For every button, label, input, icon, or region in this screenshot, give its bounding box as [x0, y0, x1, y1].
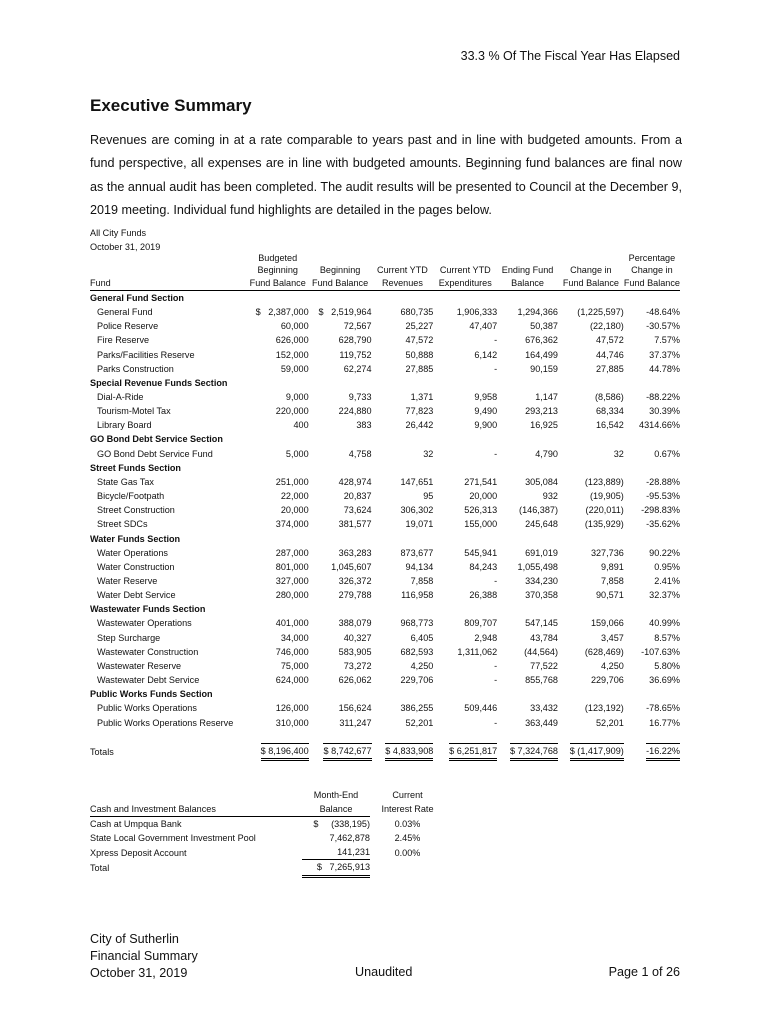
- fund-name: Wastewater Reserve: [97, 660, 182, 671]
- cash-total-row: [90, 860, 445, 876]
- ytd-revenues: 4,250: [410, 660, 434, 671]
- ytd-expenditures: 545,941: [464, 547, 498, 558]
- ending-balance: (146,387): [519, 505, 558, 516]
- budgeted-balance: 626,000: [275, 335, 309, 346]
- ytd-revenues: 25,227: [405, 321, 434, 332]
- change-in-balance: 68,334: [595, 406, 624, 417]
- fund-name: Water Reserve: [97, 576, 158, 587]
- ytd-revenues: 147,651: [400, 476, 434, 487]
- col-revenues-1: Current YTD: [377, 265, 428, 276]
- budgeted-balance: 624,000: [275, 675, 309, 686]
- table-row: [90, 616, 680, 630]
- beginning-balance: 4,758: [348, 448, 372, 459]
- beginning-balance: 156,624: [338, 703, 372, 714]
- budgeted-balance: 310,000: [275, 717, 309, 728]
- cash-row-label: State Local Government Investment Pool: [90, 833, 256, 844]
- ytd-expenditures: 20,000: [469, 491, 498, 502]
- ytd-revenues: 27,885: [405, 363, 434, 374]
- cash-col-balance-1: Month-End: [313, 790, 359, 800]
- beginning-balance: $ 2,519,964: [318, 307, 372, 318]
- section-title: Special Revenue Funds Section: [90, 377, 228, 388]
- intro-paragraph: Revenues are coming in at a rate comparable to years past and in line with budgeted amounts. From a fund perspective, all expenses are in line with budgeted amounts. Beginning fund balances are final now as the annual audit has been completed. The audit results will be presented to Council at the December 9, 2019 meeting. Individual fund highlights are detailed in the pages below.: [90, 133, 682, 217]
- percent-change: 36.69%: [649, 675, 680, 686]
- ytd-expenditures: 9,900: [474, 420, 498, 431]
- ending-balance: 855,768: [525, 675, 558, 686]
- total-ending: $ 7,324,768: [510, 743, 558, 761]
- budgeted-balance: 374,000: [275, 519, 309, 530]
- budgeted-balance: 34,000: [280, 632, 309, 643]
- beginning-balance: 363,283: [338, 547, 372, 558]
- ending-balance: 293,213: [525, 406, 558, 417]
- change-in-balance: 327,736: [590, 547, 624, 558]
- section-header: [90, 432, 680, 446]
- fund-name: Water Debt Service: [97, 590, 176, 601]
- change-in-balance: (123,889): [584, 476, 624, 487]
- ytd-expenditures: -: [494, 335, 498, 346]
- change-in-balance: (22,180): [589, 321, 624, 332]
- ytd-revenues: 7,858: [410, 576, 434, 587]
- ending-balance: 370,358: [525, 590, 558, 601]
- fund-name: Wastewater Construction: [97, 646, 199, 657]
- table-row: [90, 305, 680, 319]
- section-header: [90, 687, 680, 701]
- beginning-balance: 626,062: [338, 675, 372, 686]
- fund-name: Library Board: [97, 420, 152, 431]
- fund-name: Street SDCs: [97, 519, 148, 530]
- ending-balance: 363,449: [525, 717, 558, 728]
- col-budgeted-3: Fund Balance: [247, 277, 309, 291]
- ending-balance: 1,147: [535, 391, 558, 402]
- col-pct-2: Change in: [631, 265, 673, 276]
- fund-name: Public Works Operations: [97, 703, 197, 714]
- beginning-balance: 224,880: [338, 406, 372, 417]
- beginning-balance: 583,905: [338, 646, 372, 657]
- fund-name: Water Operations: [97, 547, 168, 558]
- percent-change: 2.41%: [654, 576, 680, 587]
- cash-row-rate: 0.00%: [394, 847, 421, 858]
- section-header: [90, 602, 680, 616]
- footer-report: Financial Summary: [90, 949, 198, 964]
- ytd-expenditures: 2,948: [474, 632, 498, 643]
- ending-balance: 164,499: [525, 349, 558, 360]
- section-title: GO Bond Debt Service Section: [90, 434, 223, 445]
- ytd-revenues: 19,071: [405, 519, 434, 530]
- ytd-expenditures: -: [494, 675, 498, 686]
- section-header: [90, 461, 680, 475]
- ytd-expenditures: -: [494, 363, 498, 374]
- beginning-balance: 279,788: [338, 590, 372, 601]
- beginning-balance: 381,577: [338, 519, 372, 530]
- change-in-balance: 27,885: [595, 363, 624, 374]
- section-title: General Fund Section: [90, 292, 184, 303]
- fund-name: General Fund: [97, 307, 153, 318]
- change-in-balance: 7,858: [601, 576, 624, 587]
- section-header: [90, 532, 680, 546]
- budgeted-balance: 746,000: [275, 646, 309, 657]
- ytd-expenditures: 47,407: [469, 321, 498, 332]
- budgeted-balance: $ 2,387,000: [255, 307, 309, 318]
- cash-row-balance: 141,231: [337, 847, 370, 858]
- ytd-expenditures: -: [494, 660, 498, 671]
- percent-change: 37.37%: [649, 349, 680, 360]
- col-beginning-2: Fund Balance: [309, 277, 372, 291]
- section-title: Public Works Funds Section: [90, 689, 213, 700]
- change-in-balance: (123,192): [584, 703, 624, 714]
- col-revenues-2: Revenues: [372, 277, 434, 291]
- table-row: [90, 319, 680, 333]
- section-title: Water Funds Section: [90, 533, 181, 544]
- col-ending-1: Ending Fund: [501, 265, 554, 276]
- footer-city: City of Sutherlin: [90, 932, 179, 946]
- ytd-revenues: 6,405: [410, 632, 434, 643]
- ytd-expenditures: -: [494, 717, 498, 728]
- col-beginning-1: Beginning: [319, 265, 361, 276]
- fund-name: State Gas Tax: [97, 476, 154, 487]
- ytd-revenues: 94,134: [405, 561, 434, 572]
- percent-change: -30.57%: [646, 321, 680, 332]
- ytd-expenditures: -: [494, 576, 498, 587]
- ending-balance: 691,019: [525, 547, 558, 558]
- table-row: [90, 333, 680, 347]
- fund-name: Tourism-Motel Tax: [97, 406, 171, 417]
- col-pct-3: Fund Balance: [624, 277, 680, 291]
- section-header: [90, 376, 680, 390]
- caption-line-1: All City Funds: [90, 228, 147, 238]
- cash-row-balance: $ (338,195): [313, 819, 370, 830]
- ytd-revenues: 682,593: [400, 646, 434, 657]
- change-in-balance: 32: [613, 448, 624, 459]
- table-row: [90, 716, 680, 730]
- ytd-expenditures: 9,490: [474, 406, 498, 417]
- table-row: [90, 673, 680, 687]
- ytd-expenditures: 6,142: [474, 349, 498, 360]
- change-in-balance: 4,250: [601, 660, 624, 671]
- percent-change: 0.95%: [654, 561, 680, 572]
- ending-balance: 245,648: [525, 519, 558, 530]
- ytd-revenues: 26,442: [405, 420, 434, 431]
- budgeted-balance: 59,000: [280, 363, 309, 374]
- ytd-revenues: 77,823: [405, 406, 434, 417]
- col-pct-1: Percentage: [628, 253, 676, 263]
- budgeted-balance: 251,000: [275, 476, 309, 487]
- percent-change: -298.83%: [641, 505, 680, 516]
- ytd-revenues: 95: [423, 491, 434, 502]
- table-row: [90, 475, 680, 489]
- ytd-revenues: 50,888: [405, 349, 434, 360]
- ytd-revenues: 386,255: [400, 703, 434, 714]
- percent-change: 30.39%: [649, 406, 680, 417]
- ytd-expenditures: 1,906,333: [456, 307, 498, 318]
- beginning-balance: 388,079: [338, 618, 372, 629]
- fund-name: Water Construction: [97, 561, 175, 572]
- cash-row-rate: 0.03%: [394, 818, 421, 829]
- budgeted-balance: 22,000: [280, 491, 309, 502]
- budgeted-balance: 9,000: [285, 391, 309, 402]
- beginning-balance: 40,327: [343, 632, 372, 643]
- fund-name: Step Surcharge: [97, 632, 161, 643]
- table-row: [90, 418, 680, 432]
- fiscal-year-note: 33.3 % Of The Fiscal Year Has Elapsed: [460, 49, 680, 63]
- ytd-expenditures: 9,958: [474, 391, 498, 402]
- change-in-balance: 47,572: [595, 335, 624, 346]
- table-row: [90, 503, 680, 517]
- table-caption: [90, 226, 160, 254]
- cash-col-label: Cash and Investment Balances: [90, 802, 302, 817]
- percent-change: -107.63%: [641, 646, 680, 657]
- percent-change: -35.62%: [646, 519, 680, 530]
- cash-row: [90, 831, 445, 845]
- fund-table-body: [90, 290, 680, 729]
- table-row: [90, 574, 680, 588]
- beginning-balance: 326,372: [338, 576, 372, 587]
- col-budgeted-1: Budgeted: [258, 253, 298, 263]
- beginning-balance: 73,272: [343, 660, 372, 671]
- total-change: $ (1,417,909): [570, 743, 624, 761]
- col-ending-2: Balance: [497, 277, 558, 291]
- ending-balance: 1,294,366: [517, 307, 558, 318]
- budgeted-balance: 75,000: [280, 660, 309, 671]
- cash-col-balance-2: Balance: [302, 802, 370, 817]
- fund-name: Bicycle/Footpath: [97, 491, 165, 502]
- totals-label: Totals: [90, 746, 114, 757]
- change-in-balance: (1,225,597): [577, 307, 624, 318]
- cash-total-value: $ 7,265,913: [302, 860, 370, 876]
- ytd-expenditures: 26,388: [469, 590, 498, 601]
- percent-change: 0.67%: [654, 448, 680, 459]
- ytd-expenditures: 809,707: [464, 618, 498, 629]
- beginning-balance: 628,790: [338, 335, 372, 346]
- percent-change: -28.88%: [646, 476, 680, 487]
- table-row: [90, 489, 680, 503]
- col-expenditures-2: Expenditures: [433, 277, 497, 291]
- cash-row: [90, 845, 445, 860]
- ytd-revenues: 32: [423, 448, 434, 459]
- budgeted-balance: 126,000: [275, 703, 309, 714]
- ending-balance: 43,784: [530, 632, 558, 643]
- section-title: Wastewater Funds Section: [90, 604, 206, 615]
- percent-change: 5.80%: [654, 660, 680, 671]
- fund-name: Dial-A-Ride: [97, 391, 144, 402]
- ytd-expenditures: 155,000: [464, 519, 498, 530]
- ending-balance: 50,387: [530, 321, 558, 332]
- ytd-revenues: 52,201: [405, 717, 434, 728]
- ytd-revenues: 1,371: [410, 391, 434, 402]
- fund-name: Street Construction: [97, 505, 175, 516]
- ending-balance: 1,055,498: [517, 561, 558, 572]
- fund-name: Parks Construction: [97, 363, 174, 374]
- ytd-expenditures: 526,313: [464, 505, 498, 516]
- fund-name: Parks/Facilities Reserve: [97, 349, 195, 360]
- change-in-balance: (220,011): [585, 505, 624, 516]
- table-row: [90, 362, 680, 376]
- change-in-balance: 3,457: [601, 632, 624, 643]
- fund-name: Public Works Operations Reserve: [97, 717, 234, 728]
- fund-balance-table: [90, 252, 680, 761]
- percent-change: 44.78%: [649, 363, 680, 374]
- change-in-balance: 229,706: [590, 675, 624, 686]
- beginning-balance: 73,624: [343, 505, 372, 516]
- footer-org: [90, 931, 198, 983]
- percent-change: -48.64%: [646, 307, 680, 318]
- ending-balance: 4,790: [535, 448, 558, 459]
- ending-balance: 16,925: [530, 420, 558, 431]
- table-row: [90, 659, 680, 673]
- percent-change: 90.22%: [649, 547, 680, 558]
- table-row: [90, 447, 680, 461]
- ytd-revenues: 47,572: [405, 335, 434, 346]
- total-pct: -16.22%: [646, 743, 680, 761]
- fund-name: Wastewater Debt Service: [97, 675, 200, 686]
- change-in-balance: 90,571: [595, 590, 624, 601]
- cash-col-rate-2: Interest Rate: [381, 804, 434, 815]
- page-number: Page 1 of 26: [608, 965, 680, 979]
- ytd-revenues: 116,958: [401, 590, 434, 601]
- ending-balance: 932: [542, 491, 558, 502]
- change-in-balance: 159,066: [590, 618, 624, 629]
- budgeted-balance: 60,000: [280, 321, 309, 332]
- ytd-expenditures: 1,311,062: [457, 646, 498, 657]
- ytd-expenditures: 509,446: [464, 703, 498, 714]
- table-row: [90, 645, 680, 659]
- ending-balance: 77,522: [530, 660, 558, 671]
- budgeted-balance: 220,000: [275, 406, 309, 417]
- table-row: [90, 404, 680, 418]
- budgeted-balance: 401,000: [275, 618, 309, 629]
- cash-row: [90, 817, 445, 832]
- cash-row-balance: 7,462,878: [329, 833, 370, 844]
- col-change-2: Fund Balance: [558, 277, 624, 291]
- ending-balance: 305,084: [525, 476, 558, 487]
- change-in-balance: 16,542: [595, 420, 624, 431]
- section-header: [90, 290, 680, 305]
- change-in-balance: (8,586): [594, 391, 624, 402]
- percent-change: 7.57%: [654, 335, 680, 346]
- percent-change: 40.99%: [649, 618, 680, 629]
- beginning-balance: 428,974: [338, 476, 372, 487]
- cash-col-rate-1: Current: [392, 790, 423, 800]
- col-budgeted-2: Beginning: [257, 265, 298, 276]
- footer-status: Unaudited: [355, 965, 413, 979]
- beginning-balance: 20,837: [343, 491, 372, 502]
- budgeted-balance: 152,000: [275, 349, 309, 360]
- ytd-expenditures: 271,541: [464, 476, 498, 487]
- budgeted-balance: 5,000: [285, 448, 309, 459]
- cash-row-rate: 2.45%: [394, 833, 421, 844]
- cash-row-label: Xpress Deposit Account: [90, 847, 187, 858]
- percent-change: -88.22%: [646, 391, 680, 402]
- budgeted-balance: 20,000: [280, 505, 309, 516]
- change-in-balance: 9,891: [601, 561, 624, 572]
- beginning-balance: 1,045,607: [331, 561, 372, 572]
- caption-line-2: October 31, 2019: [90, 242, 161, 253]
- table-row: [90, 517, 680, 531]
- col-change-1: Change in: [570, 265, 612, 276]
- fund-name: GO Bond Debt Service Fund: [97, 448, 213, 459]
- ytd-revenues: 229,706: [400, 675, 434, 686]
- table-row: [90, 546, 680, 560]
- budgeted-balance: 327,000: [275, 576, 309, 587]
- ytd-revenues: 968,773: [400, 618, 434, 629]
- ytd-revenues: 306,302: [400, 505, 434, 516]
- table-row: [90, 560, 680, 574]
- totals-row: [90, 743, 680, 761]
- percent-change: -95.53%: [646, 491, 680, 502]
- section-title: Street Funds Section: [90, 462, 181, 473]
- cash-row-label: Cash at Umpqua Bank: [90, 819, 182, 830]
- col-fund: Fund: [90, 277, 247, 291]
- change-in-balance: (135,929): [584, 519, 624, 530]
- total-beginning: $ 8,742,677: [323, 743, 371, 761]
- percent-change: 16.77%: [649, 717, 680, 728]
- table-row: [90, 348, 680, 362]
- budgeted-balance: 400: [293, 420, 309, 431]
- budgeted-balance: 287,000: [275, 547, 309, 558]
- cash-balances-table: [90, 788, 445, 878]
- col-expenditures-1: Current YTD: [439, 265, 491, 276]
- fund-name: Fire Reserve: [97, 335, 150, 346]
- cash-total-label: Total: [90, 862, 110, 873]
- ytd-revenues: 873,677: [400, 547, 434, 558]
- beginning-balance: 311,247: [339, 717, 372, 728]
- change-in-balance: 52,201: [595, 717, 624, 728]
- ytd-expenditures: 84,243: [469, 561, 498, 572]
- budgeted-balance: 280,000: [275, 590, 309, 601]
- fund-name: Police Reserve: [97, 321, 159, 332]
- page-title: Executive Summary: [90, 96, 252, 115]
- table-row: [90, 701, 680, 715]
- table-row: [90, 390, 680, 404]
- beginning-balance: 119,752: [339, 349, 372, 360]
- change-in-balance: 44,746: [595, 349, 624, 360]
- percent-change: 8.57%: [654, 632, 680, 643]
- percent-change: 32.37%: [649, 590, 680, 601]
- beginning-balance: 62,274: [343, 363, 372, 374]
- ending-balance: 547,145: [525, 618, 558, 629]
- percent-change: -78.65%: [646, 703, 680, 714]
- ending-balance: 676,362: [525, 335, 558, 346]
- total-budgeted: $ 8,196,400: [261, 743, 309, 761]
- beginning-balance: 383: [356, 420, 372, 431]
- ending-balance: 33,432: [530, 703, 558, 714]
- ytd-revenues: 680,735: [400, 307, 434, 318]
- percent-change: 4314.66%: [639, 420, 680, 431]
- fund-name: Wastewater Operations: [97, 618, 192, 629]
- ytd-expenditures: -: [494, 448, 498, 459]
- ending-balance: (44,564): [524, 646, 558, 657]
- budgeted-balance: 801,000: [275, 561, 309, 572]
- ending-balance: 90,159: [530, 363, 558, 374]
- table-row: [90, 588, 680, 602]
- ending-balance: 334,230: [525, 576, 558, 587]
- beginning-balance: 72,567: [343, 321, 372, 332]
- beginning-balance: 9,733: [348, 391, 372, 402]
- total-expenditures: $ 6,251,817: [449, 743, 497, 761]
- change-in-balance: (628,469): [584, 646, 624, 657]
- change-in-balance: (19,905): [589, 491, 624, 502]
- footer-date: October 31, 2019: [90, 966, 188, 981]
- table-row: [90, 631, 680, 645]
- total-revenues: $ 4,833,908: [385, 743, 433, 761]
